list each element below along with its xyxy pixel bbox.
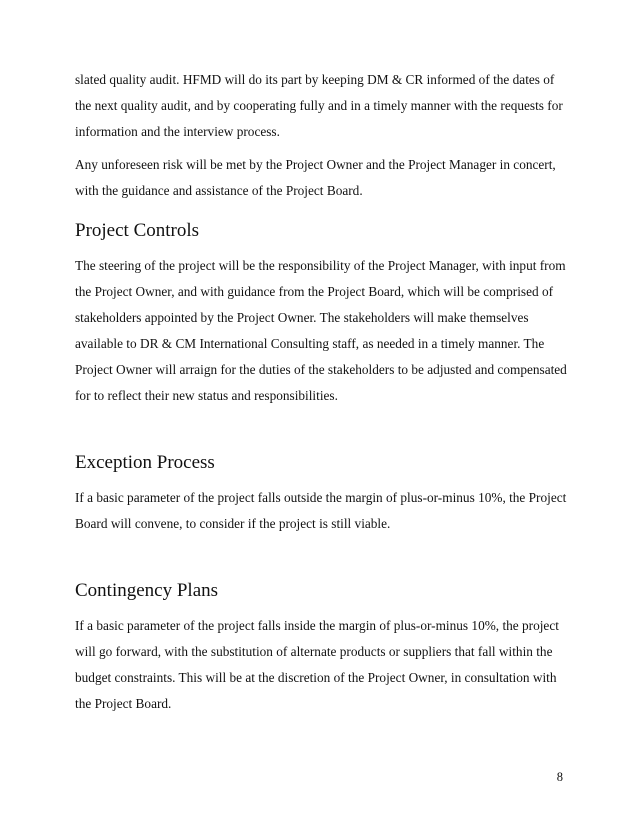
paragraph-contingency-plans: If a basic parameter of the project falls inside the margin of plus-or-minus 10%, the project will go forward, with the substitution of alternate products or suppliers that fall within the budget constraints. This will be at the discretion of the Project Owner, in consultation with the Project Board.	[75, 618, 559, 711]
paragraph-project-controls: The steering of the project will be the responsibility of the Project Manager, with input from the Project Owner, and with guidance from the Project Board, which will be comprised of stakeholders appointed by the Project Owner. The stakeholders will make themselves available to DR & CM International Consulting staff, as needed in a timely manner. The Project Owner will arraign for the duties of the stakeholders to be adjusted and compensated for to reflect their new status and responsibilities.	[75, 258, 567, 403]
heading-exception-process: Exception Process	[75, 452, 215, 473]
paragraph-exception-process: If a basic parameter of the project falls outside the margin of plus-or-minus 10%, the Project Board will convene, to consider if the project is still viable.	[75, 490, 567, 531]
paragraph-unforeseen-risk: Any unforeseen risk will be met by the Project Owner and the Project Manager in concert, with the guidance and assistance of the Project Board.	[75, 157, 556, 198]
heading-project-controls: Project Controls	[75, 220, 200, 241]
heading-contingency-plans: Contingency Plans	[75, 580, 219, 601]
paragraph-quality-audit: slated quality audit. HFMD will do its part by keeping DM & CR informed of the dates of the next quality audit, and by cooperating fully and in a timely manner with the requests for information and the interview process.	[75, 72, 563, 139]
page-number: 8	[556, 770, 563, 784]
